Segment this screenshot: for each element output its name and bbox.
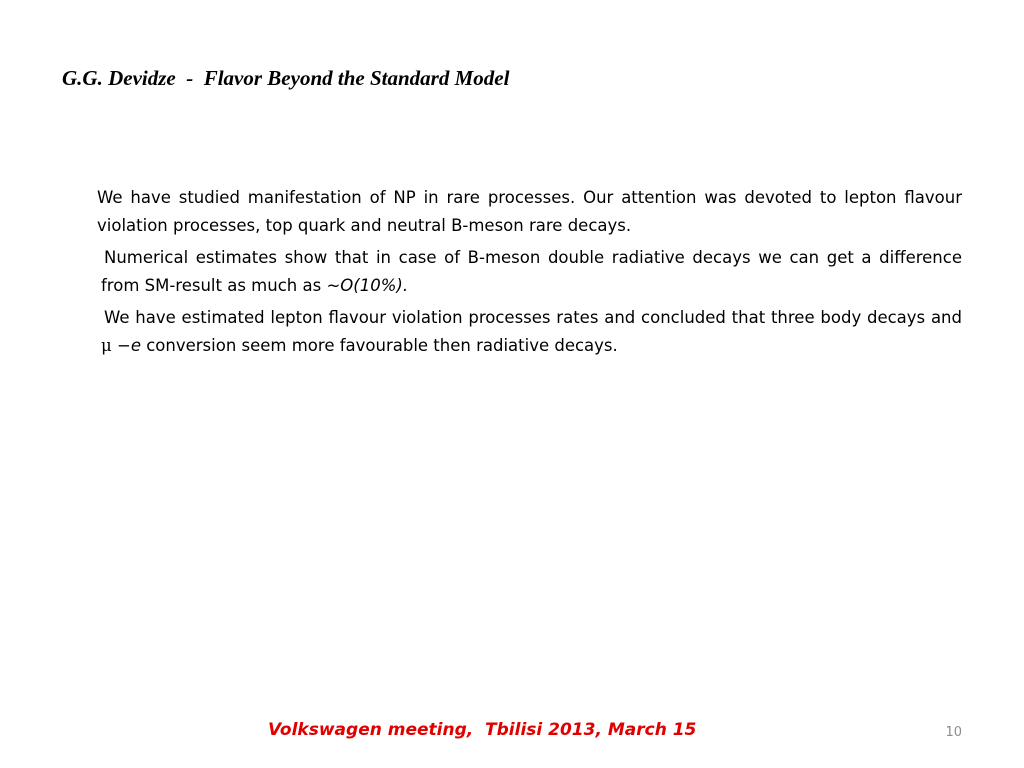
paragraph-1 bbox=[97, 184, 962, 240]
e-symbol: e bbox=[130, 336, 141, 355]
mu-symbol: μ bbox=[101, 336, 112, 355]
paragraph-1-text: We have studied manifestation of NP in rare processes. Our attention was devoted to lepton flavour violation processes, top quark and neutral B-meson rare decays. bbox=[97, 188, 962, 235]
slide-body bbox=[97, 184, 962, 364]
paragraph-2-text: Numerical estimates show that in case of B-meson double radiative decays we can get a difference from SM-result as much as ~ bbox=[101, 248, 962, 295]
minus-sign: − bbox=[111, 336, 131, 355]
paragraph-3-text-before: We have estimated lepton flavour violation processes rates and concluded that three body decays and bbox=[104, 308, 962, 327]
footer-text: Volkswagen meeting, Tbilisi 2013, March 15 bbox=[268, 720, 697, 740]
paragraph-3 bbox=[101, 304, 962, 360]
page-number: 10 bbox=[945, 725, 962, 740]
paragraph-2 bbox=[101, 244, 962, 300]
paragraph-3-text-after: conversion seem more favourable then radiative decays. bbox=[140, 336, 618, 355]
slide-title: G.G. Devidze - Flavor Beyond the Standard Model bbox=[62, 66, 510, 90]
paragraph-2-emphasis: O(10%). bbox=[340, 276, 409, 295]
